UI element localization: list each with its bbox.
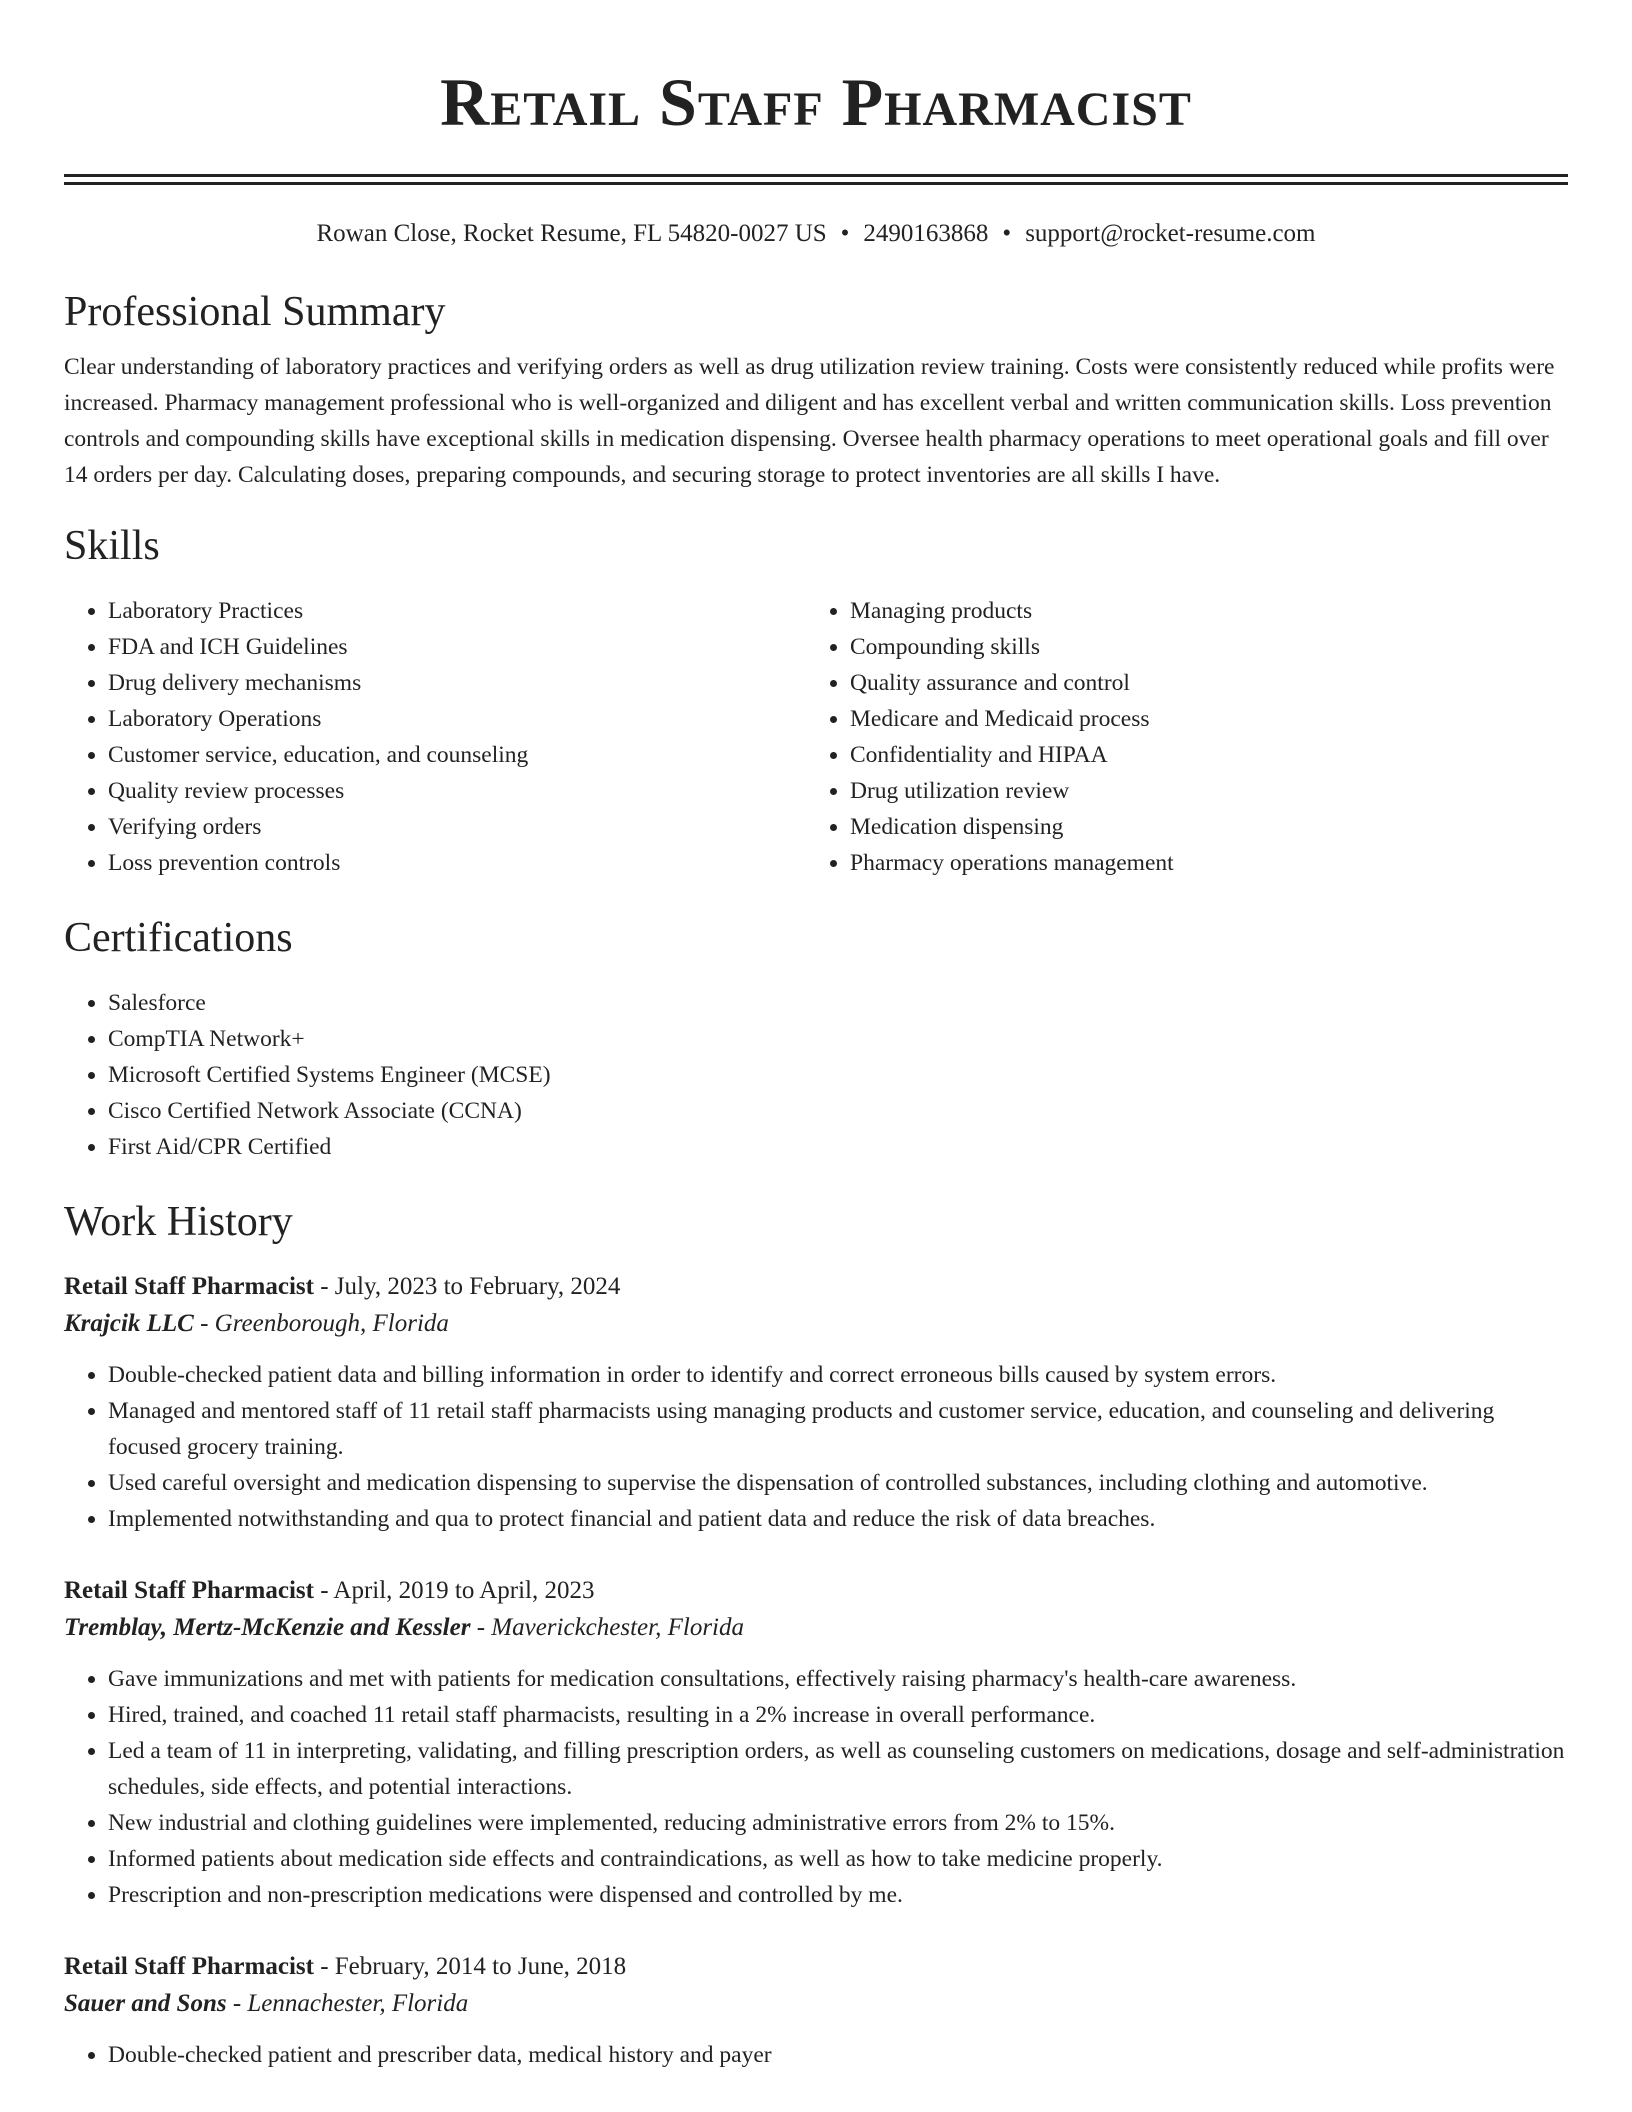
summary-heading: Professional Summary bbox=[64, 289, 446, 335]
job-company: Krajcik LLC bbox=[64, 1310, 194, 1337]
job-title: Retail Staff Pharmacist bbox=[64, 1577, 314, 1604]
job-company: Sauer and Sons bbox=[64, 1990, 227, 2017]
skills-grid bbox=[64, 593, 1568, 881]
job-duties-list bbox=[64, 1661, 1568, 1913]
resume-name: Retail Staff Pharmacist bbox=[440, 64, 1192, 140]
job-duties-list bbox=[64, 1357, 1568, 1537]
skill-item: • Customer service, education, and counseling bbox=[108, 737, 806, 773]
skill-item: • Medication dispensing bbox=[850, 809, 1548, 845]
header-divider bbox=[64, 174, 1568, 185]
certification-item: • Cisco Certified Network Associate (CCNA) bbox=[108, 1093, 1568, 1129]
job-dates: - April, 2019 to April, 2023 bbox=[313, 1577, 595, 1604]
job-title: Retail Staff Pharmacist bbox=[64, 1953, 314, 1980]
job-company-line bbox=[64, 1609, 1568, 1647]
skills-column-right bbox=[806, 593, 1548, 881]
skills-list-right bbox=[806, 593, 1548, 881]
skills-column-left bbox=[64, 593, 806, 881]
skills-list-left bbox=[64, 593, 806, 881]
skill-item: • Drug delivery mechanisms bbox=[108, 665, 806, 701]
contact-email: support@rocket-resume.com bbox=[1025, 220, 1316, 247]
job-duty: • Double-checked patient data and billing information in order to identify and correct erroneous bills caused by system errors. bbox=[108, 1357, 1568, 1393]
contact-phone: 2490163868 bbox=[863, 220, 989, 247]
skill-item: • Compounding skills bbox=[850, 629, 1548, 665]
job-duty: • Gave immunizations and met with patients for medication consultations, effectively raising pharmacy's health-care awareness. bbox=[108, 1661, 1568, 1697]
skill-item: • Quality assurance and control bbox=[850, 665, 1548, 701]
skills-heading: Skills bbox=[64, 523, 160, 569]
contact-line bbox=[64, 217, 1568, 251]
skill-item: • Confidentiality and HIPAA bbox=[850, 737, 1548, 773]
job-location: - Lennachester, Florida bbox=[226, 1990, 469, 2017]
job-dates: - February, 2014 to June, 2018 bbox=[313, 1953, 627, 1980]
job-title-line bbox=[64, 1573, 1568, 1609]
contact-address: Rowan Close, Rocket Resume, FL 54820-0027 US bbox=[316, 220, 827, 247]
work-history-heading: Work History bbox=[64, 1199, 293, 1245]
job-duty: • Double-checked patient and prescriber data, medical history and payer bbox=[108, 2037, 1568, 2073]
job-duty: • Managed and mentored staff of 11 retail staff pharmacists using managing products and customer service, education, and counseling and delivering focused grocery training. bbox=[108, 1393, 1568, 1465]
skill-item: • FDA and ICH Guidelines bbox=[108, 629, 806, 665]
skill-item: • Drug utilization review bbox=[850, 773, 1548, 809]
contact-separator: • bbox=[1002, 220, 1012, 247]
skill-item: • Loss prevention controls bbox=[108, 845, 806, 881]
job-duty: • New industrial and clothing guidelines were implemented, reducing administrative errors from 2% to 15%. bbox=[108, 1805, 1568, 1841]
skill-item: • Verifying orders bbox=[108, 809, 806, 845]
job-location: - Maverickchester, Florida bbox=[470, 1614, 744, 1641]
job-duty: • Led a team of 11 in interpreting, validating, and filling prescription orders, as well as counseling customers on medications, dosage and self-administration schedules, side effects, and potential interactions. bbox=[108, 1733, 1568, 1805]
job-duty: • Hired, trained, and coached 11 retail staff pharmacists, resulting in a 2% increase in overall performance. bbox=[108, 1697, 1568, 1733]
certifications-list bbox=[64, 985, 1568, 1165]
job-duty: • Prescription and non-prescription medications were dispensed and controlled by me. bbox=[108, 1877, 1568, 1913]
skill-item: • Laboratory Practices bbox=[108, 593, 806, 629]
job-duties-list bbox=[64, 2037, 1568, 2073]
contact-separator: • bbox=[840, 220, 850, 247]
skill-item: • Medicare and Medicaid process bbox=[850, 701, 1548, 737]
job-location: - Greenborough, Florida bbox=[193, 1310, 449, 1337]
certification-item: • Microsoft Certified Systems Engineer (MCSE) bbox=[108, 1057, 1568, 1093]
job-entry bbox=[64, 1949, 1568, 2073]
job-company-line bbox=[64, 1985, 1568, 2023]
job-title-line bbox=[64, 1269, 1568, 1305]
job-dates: - July, 2023 to February, 2024 bbox=[313, 1273, 621, 1300]
certification-item: • Salesforce bbox=[108, 985, 1568, 1021]
certification-item: • CompTIA Network+ bbox=[108, 1021, 1568, 1057]
skill-item: • Quality review processes bbox=[108, 773, 806, 809]
job-duty: • Informed patients about medication side effects and contraindications, as well as how to take medicine properly. bbox=[108, 1841, 1568, 1877]
job-company: Tremblay, Mertz-McKenzie and Kessler bbox=[64, 1614, 471, 1641]
job-title-line bbox=[64, 1949, 1568, 1985]
job-duty: • Used careful oversight and medication dispensing to supervise the dispensation of controlled substances, including clothing and automotive. bbox=[108, 1465, 1568, 1501]
job-title: Retail Staff Pharmacist bbox=[64, 1273, 314, 1300]
skill-item: • Managing products bbox=[850, 593, 1548, 629]
summary-text: Clear understanding of laboratory practices and verifying orders as well as drug utilization review training. Costs were consistently reduced while profits were increased. Pharmacy management professional who is well-organized and diligent and has excellent verbal and written communication skills. Loss prevention controls and compounding skills have exceptional skills in medication dispensing. Oversee health pharmacy operations to meet operational goals and fill over 14 orders per day. Calculating doses, preparing compounds, and securing storage to protect inventories are all skills I have. bbox=[64, 354, 1555, 488]
job-entry bbox=[64, 1269, 1568, 1537]
job-company-line bbox=[64, 1305, 1568, 1343]
job-duty: • Implemented notwithstanding and qua to protect financial and patient data and reduce the risk of data breaches. bbox=[108, 1501, 1568, 1537]
skill-item: • Pharmacy operations management bbox=[850, 845, 1548, 881]
skill-item: • Laboratory Operations bbox=[108, 701, 806, 737]
job-entry bbox=[64, 1573, 1568, 1913]
certification-item: • First Aid/CPR Certified bbox=[108, 1129, 1568, 1165]
certifications-heading: Certifications bbox=[64, 915, 293, 961]
